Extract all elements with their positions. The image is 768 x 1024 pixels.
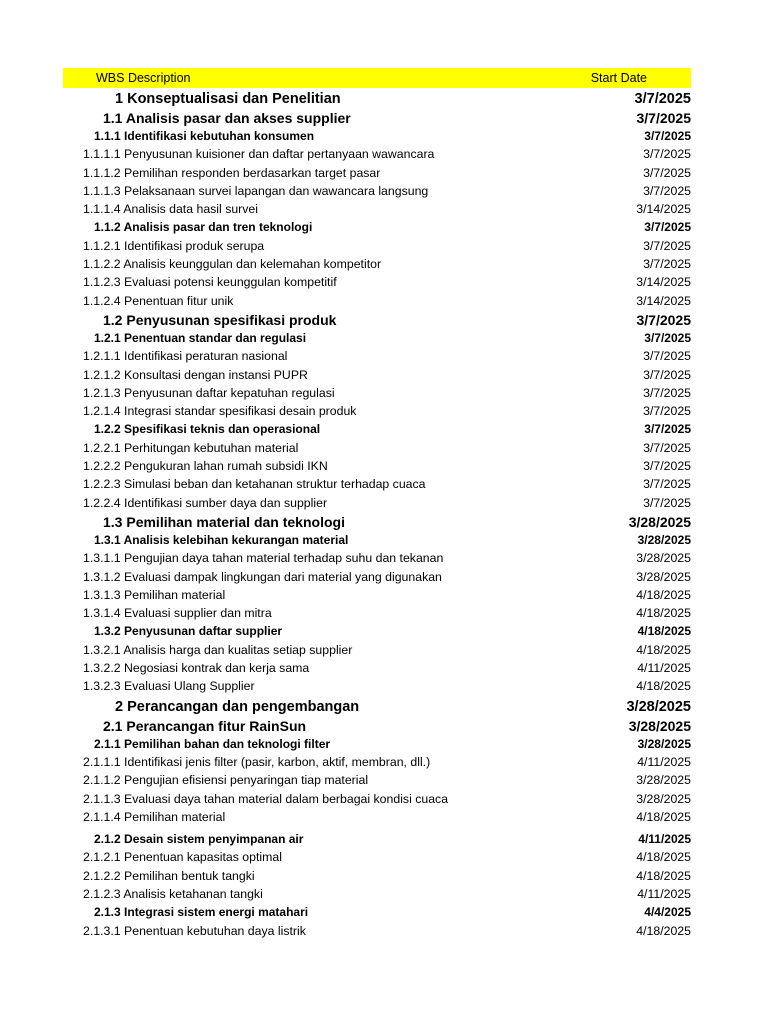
- wbs-sheet: [63, 68, 691, 940]
- start-date-cell[interactable]: 3/7/2025: [634, 91, 691, 107]
- wbs-description-cell[interactable]: 1.3.2 Penyusunan daftar supplier: [94, 624, 283, 639]
- start-date-cell[interactable]: 3/7/2025: [643, 183, 691, 198]
- wbs-description-cell[interactable]: 1.1.1.2 Pemilihan responden berdasarkan target pasar: [83, 165, 381, 180]
- wbs-row-level-4[interactable]: [63, 182, 691, 200]
- wbs-description-cell[interactable]: 2.1.3.1 Penentuan kebutuhan daya listrik: [83, 923, 306, 938]
- wbs-description-cell[interactable]: 1.2.1.2 Konsultasi dengan instansi PUPR: [83, 367, 308, 382]
- start-date-cell[interactable]: 3/7/2025: [636, 311, 691, 328]
- start-date-cell[interactable]: 4/18/2025: [636, 679, 691, 694]
- start-date-cell[interactable]: 4/18/2025: [636, 642, 691, 657]
- wbs-description-cell[interactable]: 2.1.3 Integrasi sistem energi matahari: [94, 905, 309, 920]
- wbs-description-cell[interactable]: 1.1.2.2 Analisis keunggulan dan kelemahan kompetitor: [83, 257, 382, 272]
- wbs-row-level-4[interactable]: [63, 366, 691, 384]
- start-date-cell[interactable]: 4/11/2025: [637, 886, 691, 901]
- start-date-cell[interactable]: 4/18/2025: [636, 923, 691, 938]
- start-date-cell[interactable]: 4/18/2025: [636, 850, 691, 865]
- wbs-row-level-2[interactable]: [63, 108, 691, 127]
- wbs-row-level-3[interactable]: [63, 420, 691, 438]
- wbs-row-level-4[interactable]: [63, 790, 691, 808]
- start-date-cell[interactable]: 3/14/2025: [636, 293, 691, 308]
- start-date-cell[interactable]: 4/11/2025: [638, 832, 691, 847]
- start-date-cell[interactable]: 3/7/2025: [644, 129, 691, 143]
- wbs-description-cell[interactable]: 1.2.1 Penentuan standar dan regulasi: [94, 330, 307, 345]
- wbs-description-cell[interactable]: 2.1.2.2 Pemilihan bentuk tangki: [83, 868, 255, 883]
- wbs-row-level-3[interactable]: [63, 830, 691, 848]
- wbs-description-cell[interactable]: 2.1.2 Desain sistem penyimpanan air: [94, 832, 304, 847]
- wbs-row-level-4[interactable]: [63, 164, 691, 182]
- wbs-rows: [63, 88, 691, 940]
- wbs-description-cell[interactable]: 1.3.2.2 Negosiasi kontrak dan kerja sama: [83, 661, 310, 676]
- wbs-description-cell[interactable]: 1.1.2.1 Identifikasi produk serupa: [83, 238, 265, 253]
- header-wbs-description[interactable]: WBS Description: [96, 71, 191, 85]
- wbs-row-level-4[interactable]: [63, 255, 691, 273]
- start-date-cell[interactable]: 3/28/2025: [636, 569, 691, 584]
- wbs-description-cell[interactable]: 1.1.1.3 Pelaksanaan survei lapangan dan wawancara langsung: [83, 183, 429, 198]
- wbs-row-level-2[interactable]: [63, 716, 691, 735]
- start-date-cell[interactable]: 3/7/2025: [643, 495, 691, 510]
- start-date-cell[interactable]: 3/28/2025: [636, 551, 691, 566]
- wbs-description-cell[interactable]: 1.2.2.2 Pengukuran lahan rumah subsidi IKN: [83, 459, 328, 474]
- wbs-description-cell[interactable]: 1.3.1.2 Evaluasi dampak lingkungan dari material yang digunakan: [83, 569, 442, 584]
- start-date-cell[interactable]: 3/14/2025: [636, 275, 691, 290]
- wbs-description-cell[interactable]: 1.2.1.1 Identifikasi peraturan nasional: [83, 349, 288, 364]
- start-date-cell[interactable]: 4/18/2025: [636, 587, 691, 602]
- wbs-description-cell[interactable]: 2.1.2.3 Analisis ketahanan tangki: [83, 886, 263, 901]
- wbs-row-level-3[interactable]: [63, 218, 691, 236]
- start-date-cell[interactable]: 3/14/2025: [636, 202, 691, 217]
- wbs-description-cell[interactable]: 1.2.2.3 Simulasi beban dan ketahanan struktur terhadap cuaca: [83, 477, 426, 492]
- header-start-date[interactable]: Start Date: [590, 71, 647, 85]
- start-date-cell[interactable]: 4/11/2025: [637, 661, 691, 676]
- wbs-description-cell[interactable]: 1.3.1.4 Evaluasi supplier dan mitra: [83, 606, 272, 621]
- wbs-row-level-2[interactable]: [63, 512, 691, 531]
- wbs-description-cell[interactable]: 2 Perancangan dan pengembangan: [115, 698, 360, 715]
- start-date-cell[interactable]: 3/28/2025: [626, 698, 691, 715]
- wbs-description-cell[interactable]: 1.2.1.4 Integrasi standar spesifikasi desain produk: [83, 404, 357, 419]
- wbs-row-level-4[interactable]: [63, 292, 691, 310]
- start-date-cell[interactable]: 3/7/2025: [643, 404, 691, 419]
- wbs-description-cell[interactable]: 2.1.2.1 Penentuan kapasitas optimal: [83, 850, 282, 865]
- start-date-cell[interactable]: 3/28/2025: [628, 513, 691, 530]
- wbs-row-level-4[interactable]: [63, 604, 691, 622]
- wbs-description-cell[interactable]: 1.1.2.4 Penentuan fitur unik: [83, 293, 234, 308]
- wbs-row-level-3[interactable]: [63, 622, 691, 640]
- wbs-description-cell[interactable]: 1.1.1.4 Analisis data hasil survei: [83, 202, 258, 217]
- start-date-cell[interactable]: 3/7/2025: [643, 349, 691, 364]
- start-date-cell[interactable]: 3/7/2025: [643, 385, 691, 400]
- wbs-description-cell[interactable]: 1.1.2.3 Evaluasi potensi keunggulan kompetitif: [83, 275, 337, 290]
- wbs-description-cell[interactable]: 1.2.1.3 Penyusunan daftar kepatuhan regulasi: [83, 385, 335, 400]
- wbs-row-level-4[interactable]: [63, 384, 691, 402]
- wbs-description-cell[interactable]: 1.1.1.1 Penyusunan kuisioner dan daftar pertanyaan wawancara: [83, 147, 435, 162]
- wbs-row-level-4[interactable]: [63, 494, 691, 512]
- wbs-row-level-4[interactable]: [63, 848, 691, 866]
- wbs-row-level-4[interactable]: [63, 753, 691, 771]
- wbs-description-cell[interactable]: 1.3.1 Analisis kelebihan kekurangan material: [94, 532, 349, 547]
- start-date-cell[interactable]: 3/28/2025: [637, 736, 691, 751]
- wbs-row-level-4[interactable]: [63, 273, 691, 291]
- wbs-row-level-4[interactable]: [63, 867, 691, 885]
- wbs-description-cell[interactable]: 1.2.2.1 Perhitungan kebutuhan material: [83, 440, 299, 455]
- start-date-cell[interactable]: 3/7/2025: [643, 238, 691, 253]
- wbs-description-cell[interactable]: 1.3 Pemilihan material dan teknologi: [103, 513, 345, 530]
- start-date-cell[interactable]: 3/7/2025: [644, 330, 691, 345]
- wbs-description-cell[interactable]: 1.1.2 Analisis pasar dan tren teknologi: [94, 220, 313, 235]
- wbs-row-level-4[interactable]: [63, 659, 691, 677]
- wbs-description-cell[interactable]: 1 Konseptualisasi dan Penelitian: [115, 91, 341, 107]
- wbs-description-cell[interactable]: 1.2 Penyusunan spesifikasi produk: [103, 311, 337, 328]
- wbs-description-cell[interactable]: 1.3.1.1 Pengujian daya tahan material terhadap suhu dan tekanan: [83, 551, 444, 566]
- wbs-description-cell[interactable]: 1.2.2.4 Identifikasi sumber daya dan supplier: [83, 495, 328, 510]
- wbs-description-cell[interactable]: 2.1.1.3 Evaluasi daya tahan material dalam berbagai kondisi cuaca: [83, 791, 449, 806]
- wbs-row-level-1[interactable]: [63, 696, 691, 716]
- start-date-cell[interactable]: 3/7/2025: [643, 165, 691, 180]
- wbs-description-cell[interactable]: 1.3.2.1 Analisis harga dan kualitas setiap supplier: [83, 642, 353, 657]
- wbs-row-level-4[interactable]: [63, 549, 691, 567]
- wbs-row-level-4[interactable]: [63, 922, 691, 940]
- start-date-cell[interactable]: 4/18/2025: [636, 809, 691, 824]
- start-date-cell[interactable]: 3/7/2025: [643, 367, 691, 382]
- wbs-row-level-4[interactable]: [63, 568, 691, 586]
- wbs-row-level-4[interactable]: [63, 771, 691, 789]
- wbs-row-level-4[interactable]: [63, 347, 691, 365]
- wbs-row-level-4[interactable]: [63, 475, 691, 493]
- start-date-cell[interactable]: 3/7/2025: [643, 147, 691, 162]
- start-date-cell[interactable]: 3/7/2025: [643, 459, 691, 474]
- start-date-cell[interactable]: 3/7/2025: [643, 477, 691, 492]
- wbs-row-level-4[interactable]: [63, 457, 691, 475]
- wbs-row-level-3[interactable]: [63, 903, 691, 921]
- wbs-row-level-4[interactable]: [63, 641, 691, 659]
- wbs-row-level-4[interactable]: [63, 677, 691, 695]
- start-date-cell[interactable]: 4/11/2025: [637, 754, 691, 769]
- start-date-cell[interactable]: 3/28/2025: [636, 791, 691, 806]
- wbs-description-cell[interactable]: 1.2.2 Spesifikasi teknis dan operasional: [94, 422, 321, 437]
- start-date-cell[interactable]: 3/7/2025: [644, 422, 691, 437]
- wbs-row-level-4[interactable]: [63, 200, 691, 218]
- wbs-row-level-4[interactable]: [63, 586, 691, 604]
- wbs-row-level-4[interactable]: [63, 808, 691, 826]
- wbs-row-level-4[interactable]: [63, 402, 691, 420]
- header-row: [63, 68, 691, 88]
- wbs-description-cell[interactable]: 1.3.2.3 Evaluasi Ulang Supplier: [83, 679, 255, 694]
- wbs-row-level-4[interactable]: [63, 885, 691, 903]
- start-date-cell[interactable]: 3/7/2025: [643, 440, 691, 455]
- wbs-row-level-3[interactable]: [63, 735, 691, 753]
- start-date-cell[interactable]: 3/28/2025: [637, 532, 691, 547]
- start-date-cell[interactable]: 4/18/2025: [637, 624, 691, 639]
- start-date-cell[interactable]: 4/4/2025: [644, 905, 691, 920]
- start-date-cell[interactable]: 3/7/2025: [643, 257, 691, 272]
- wbs-row-level-2[interactable]: [63, 310, 691, 329]
- start-date-cell[interactable]: 4/18/2025: [636, 868, 691, 883]
- wbs-description-cell[interactable]: 2.1 Perancangan fitur RainSun: [103, 717, 307, 734]
- start-date-cell[interactable]: 4/18/2025: [636, 606, 691, 621]
- start-date-cell[interactable]: 3/28/2025: [628, 717, 691, 734]
- wbs-description-cell[interactable]: 2.1.1 Pemilihan bahan dan teknologi filter: [94, 736, 331, 751]
- wbs-description-cell[interactable]: 1.1.1 Identifikasi kebutuhan konsumen: [94, 129, 315, 143]
- start-date-cell[interactable]: 3/7/2025: [644, 220, 691, 235]
- wbs-row-level-3[interactable]: [63, 329, 691, 347]
- wbs-description-cell[interactable]: 2.1.1.2 Pengujian efisiensi penyaringan tiap material: [83, 773, 369, 788]
- wbs-row-level-3[interactable]: [63, 127, 691, 145]
- start-date-cell[interactable]: 3/28/2025: [636, 773, 691, 788]
- wbs-row-level-3[interactable]: [63, 531, 691, 549]
- wbs-row-level-4[interactable]: [63, 439, 691, 457]
- wbs-description-cell[interactable]: 1.1 Analisis pasar dan akses supplier: [103, 110, 351, 126]
- wbs-description-cell[interactable]: 1.3.1.3 Pemilihan material: [83, 587, 226, 602]
- start-date-cell[interactable]: 3/7/2025: [636, 110, 691, 126]
- wbs-description-cell[interactable]: 2.1.1.4 Pemilihan material: [83, 809, 226, 824]
- wbs-row-level-4[interactable]: [63, 145, 691, 163]
- wbs-description-cell[interactable]: 2.1.1.1 Identifikasi jenis filter (pasir, karbon, aktif, membran, dll.): [83, 754, 431, 769]
- wbs-row-level-1[interactable]: [63, 88, 691, 108]
- wbs-row-level-4[interactable]: [63, 237, 691, 255]
